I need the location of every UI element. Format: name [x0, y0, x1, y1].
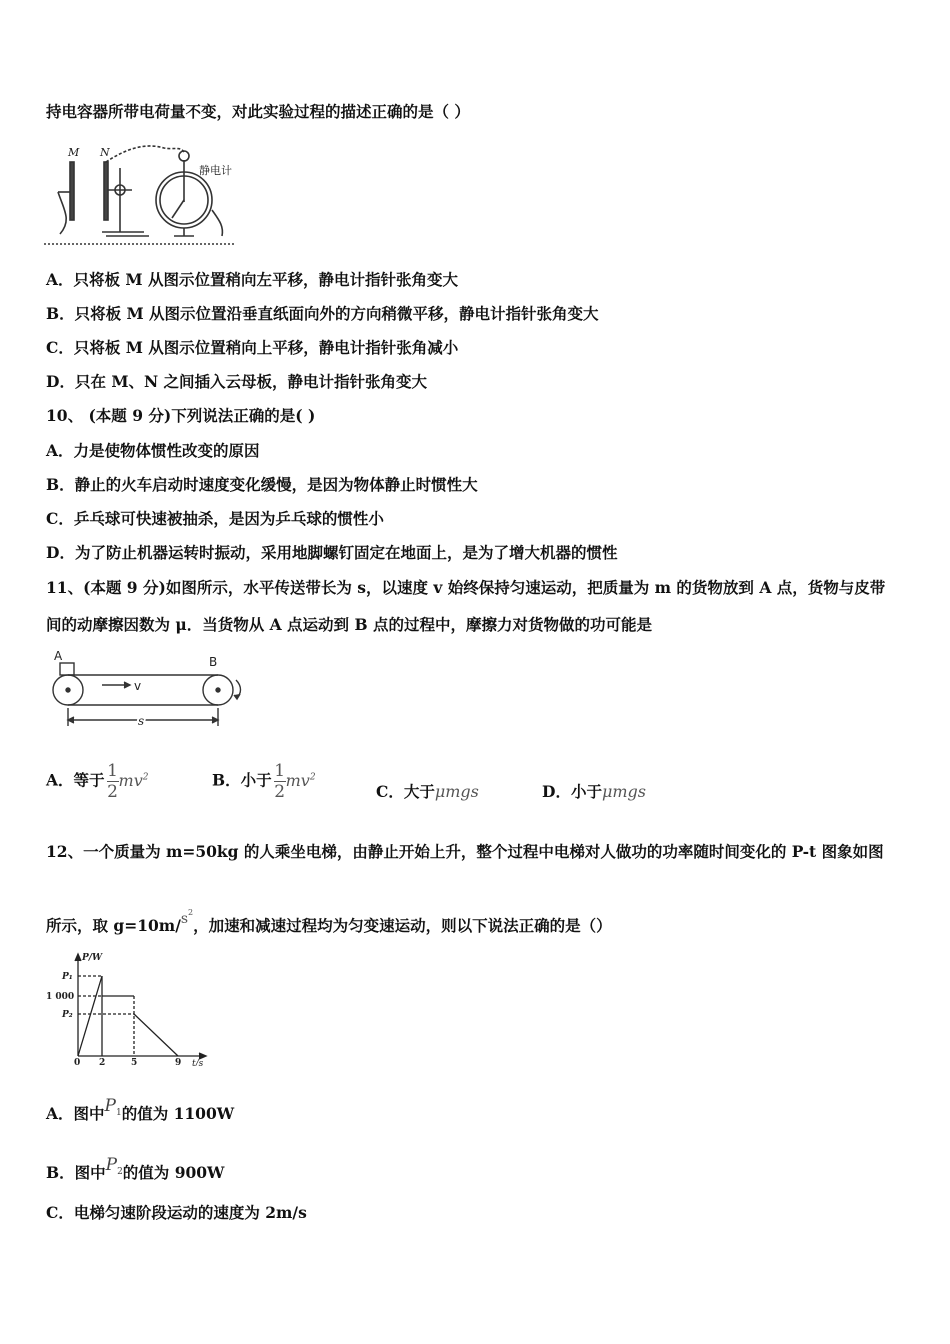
q9-option-b: B．只将板 M 从图示位置沿垂直纸面向外的方向稍微平移，静电计指针张角变大	[46, 304, 599, 323]
y-axis-label: P/W	[82, 953, 103, 963]
q9-option-a: A．只将板 M 从图示位置稍向左平移，静电计指针张角变大	[46, 270, 458, 289]
q12-option-b: B．图中$P_2$的值为 900W	[46, 1155, 225, 1182]
pt-graph	[44, 948, 214, 1066]
q10-option-b: B．静止的火车启动时速度变化缓慢，是因为物体静止时惯性大	[46, 475, 478, 494]
q11-option-d: D．小于μmgs	[542, 782, 646, 801]
x0-tick: 0	[74, 1058, 81, 1066]
x5-tick: 5	[131, 1058, 138, 1066]
x2-tick: 2	[99, 1058, 106, 1066]
label-b: B	[209, 655, 218, 669]
x-axis-label: t/s	[192, 1059, 204, 1066]
q10-option-d: D．为了防止机器运转时振动，采用地脚螺钉固定在地面上，是为了增大机器的惯性	[46, 543, 618, 562]
q9-option-d: D．只在 M、N 之间插入云母板，静电计指针张角变大	[46, 372, 428, 391]
label-a: A	[54, 649, 63, 663]
electroscope-figure	[44, 140, 244, 252]
q11-option-a: A．等于 $\frac{1}{2}$ $mv^2$	[46, 761, 149, 802]
q11-option-b: B．小于 $\frac{1}{2}$ $mv^2$	[212, 761, 316, 802]
y1000-tick: 1 000	[46, 992, 75, 1002]
q12-stem-line2: 所示，取 $g=10m/s^2$，加速和减速过程均为匀变速运动，则以下说法正确的是（）	[46, 908, 612, 935]
q10-option-c: C．乒乓球可快速被抽杀，是因为乒乓球的惯性小	[46, 509, 384, 528]
q12-stem-line1: 12、一个质量为 m=50kg 的人乘坐电梯，由静止开始上升，整个过程中电梯对人做功的功率随时间变化的 P-t 图象如图	[46, 842, 884, 861]
q11-stem-line2: 间的动摩擦因数为 μ．当货物从 A 点运动到 B 点的过程中，摩擦力对货物做的功可能是	[46, 615, 652, 634]
label-m: M	[68, 146, 80, 159]
q12-option-c: C．电梯匀速阶段运动的速度为 2m/s	[46, 1203, 307, 1222]
label-electroscope: 静电计	[199, 164, 232, 177]
q10-option-a: A．力是使物体惯性改变的原因	[46, 441, 260, 460]
label-s: s	[138, 714, 145, 728]
p1-tick: P₁	[62, 972, 73, 982]
q10-stem: 10、 (本题 9 分)下列说法正确的是( )	[46, 406, 316, 425]
q11-stem-line1: 11、(本题 9 分)如图所示，水平传送带长为 s，以速度 v 始终保持匀速运动，把质量为 m 的货物放到 A 点，货物与皮带	[46, 578, 886, 597]
label-v: v	[134, 679, 142, 693]
q12-option-a: A．图中$P_1$的值为 1100W	[46, 1096, 235, 1123]
q11-option-c: C．大于μmgs	[376, 782, 479, 801]
label-n: N	[100, 146, 110, 159]
q9-option-c: C．只将板 M 从图示位置稍向上平移，静电计指针张角减小	[46, 338, 459, 357]
q9-stem: 持电容器所带电荷量不变，对此实验过程的描述正确的是（ ）	[46, 102, 470, 121]
x9-tick: 9	[175, 1058, 182, 1066]
conveyor-figure	[46, 648, 256, 732]
p2-tick: P₂	[62, 1010, 73, 1020]
